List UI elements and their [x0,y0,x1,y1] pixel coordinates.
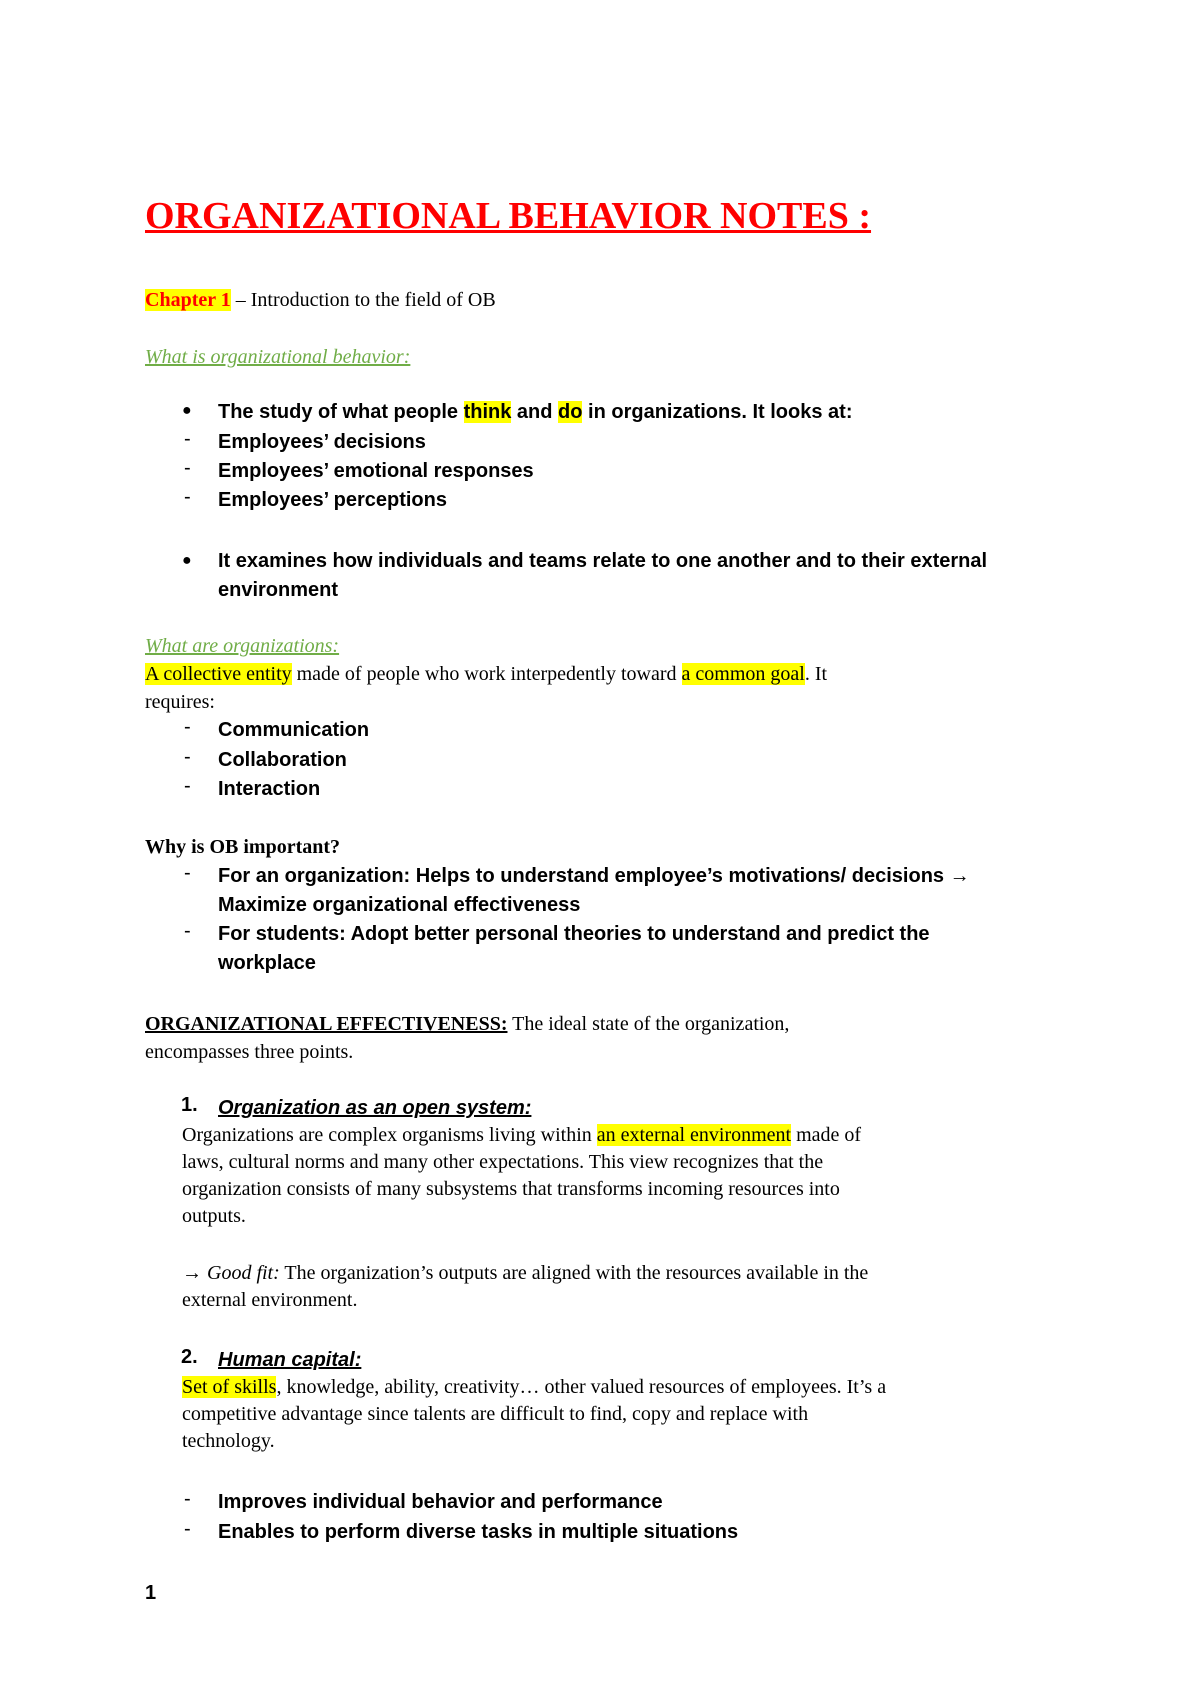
bullet-text [218,398,853,426]
paragraph-line: competitive advantage since talents are difficult to find, copy and replace with [182,1403,809,1425]
highlight: Set of skills [182,1376,277,1398]
dash-marker: - [184,486,191,508]
list-item: Communication [218,719,370,741]
point-title [218,1346,361,1374]
good-fit-line [182,1260,868,1287]
highlight: a common goal [681,663,805,685]
paragraph-line: encompasses three points. [145,1041,354,1063]
dash-marker: - [184,862,191,884]
dash-marker: - [184,428,191,450]
dash-marker: - [184,1518,191,1540]
dash-marker: - [184,716,191,738]
text-run: The study of what people [218,401,464,423]
dash-marker: - [184,1488,191,1510]
list-item: Employees’ perceptions [218,489,447,511]
list-item: For students: Adopt better personal theories to understand and predict the [218,923,930,945]
text-run: and [511,401,559,423]
chapter-label: Chapter 1 [145,289,231,311]
point-title-text: Human capital: [218,1349,362,1371]
effectiveness-heading: ORGANIZATIONAL EFFECTIVENESS: [145,1013,508,1035]
page-number: 1 [145,1582,157,1604]
text-run: , knowledge, ability, creativity… other valued resources of employees. It’s a [276,1376,887,1398]
list-number: 2. [181,1346,198,1368]
dash-marker: - [184,775,191,797]
paragraph-line [182,1122,861,1149]
highlight: do [558,401,583,423]
page-title: ORGANIZATIONAL BEHAVIOR NOTES : [145,195,872,237]
paragraph-line [145,660,827,688]
chapter-title: – Introduction to the field of OB [230,289,496,311]
text-run: The ideal state of the organization, [507,1013,790,1035]
list-item: Improves individual behavior and performance [218,1491,663,1513]
paragraph-line: technology. [182,1430,275,1452]
section-heading: What is organizational behavior: [145,346,411,368]
text-run: The organization’s outputs are aligned with the resources available in the [279,1262,869,1284]
effectiveness-line [145,1010,789,1038]
text-run: Organizations are complex organisms living within [182,1124,597,1146]
list-item-cont: Maximize organizational effectiveness [218,894,581,916]
paragraph-line: outputs. [182,1205,246,1227]
list-item-cont: workplace [218,952,316,974]
bullet-text: It examines how individuals and teams relate to one another and to their external [218,550,988,572]
bullet-icon: ● [182,402,192,419]
text-run: in organizations. It looks at: [582,401,853,423]
section-heading: What are organizations: [145,635,340,657]
list-item: Enables to perform diverse tasks in multiple situations [218,1521,739,1543]
point-title-text: Organization as an open system: [218,1097,532,1119]
good-fit-label: Good fit: [207,1262,280,1284]
bullet-icon: ● [182,552,192,569]
list-item: Employees’ decisions [218,431,426,453]
text-run: . It [804,663,828,685]
section-heading: Why is OB important? [145,836,341,858]
list-item: Employees’ emotional responses [218,460,534,482]
paragraph-line: requires: [145,691,215,713]
arrow-icon: → [182,1262,202,1284]
highlight: think [463,401,512,423]
bullet-text-cont: environment [218,579,339,601]
paragraph-line: organization consists of many subsystems that transforms incoming resources into [182,1178,840,1200]
text-run: made of people who work interpedently toward [291,663,682,685]
paragraph-line: laws, cultural norms and many other expectations. This view recognizes that the [182,1151,824,1173]
point-title [218,1094,531,1122]
dash-marker: - [184,746,191,768]
chapter-line [145,286,496,314]
paragraph-line: external environment. [182,1289,358,1311]
list-item: For an organization: Helps to understand employee’s motivations/ decisions → [218,865,970,887]
dash-marker: - [184,457,191,479]
list-item: Collaboration [218,749,347,771]
highlight: an external environment [596,1124,792,1146]
list-item: Interaction [218,778,321,800]
text-run: made of [791,1124,862,1146]
highlight: A collective entity [145,663,292,685]
list-number: 1. [181,1094,198,1116]
dash-marker: - [184,920,191,942]
paragraph-line [182,1374,886,1401]
